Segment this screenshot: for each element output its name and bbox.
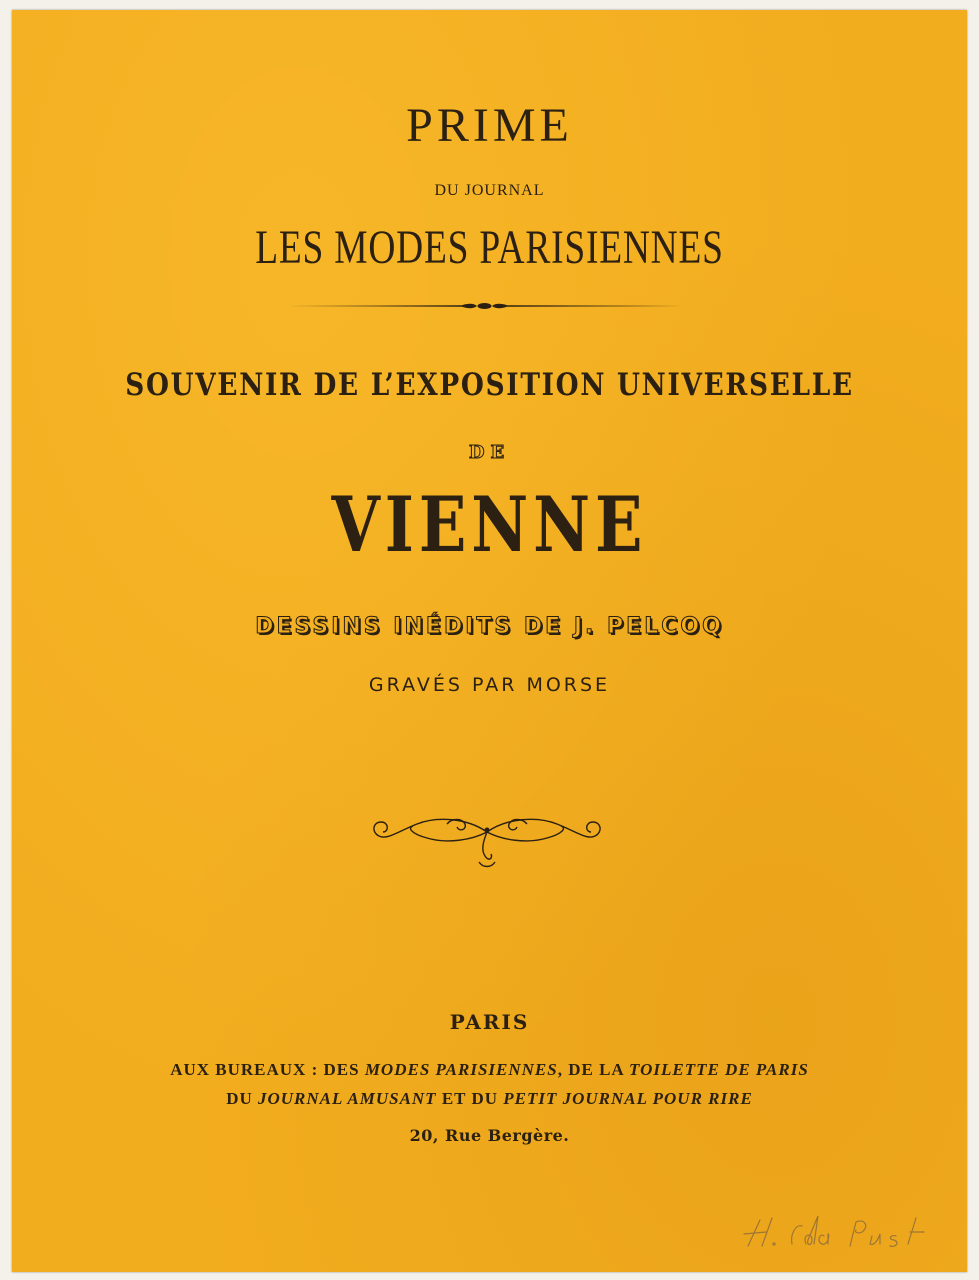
- de-text: DE: [468, 442, 511, 463]
- du-journal-text: DU JOURNAL: [434, 182, 545, 199]
- imprint-line-2-c: ET DU: [436, 1089, 504, 1108]
- cover-page: [12, 10, 967, 1272]
- imprint-line-2-d: PETIT JOURNAL POUR RIRE: [503, 1089, 753, 1108]
- imprint-line-1-d: TOILETTE DE PARIS: [629, 1060, 809, 1079]
- graves-line: GRAVÉS PAR MORSE: [368, 674, 611, 696]
- imprint-address: 20, Rue Bergère.: [409, 1126, 570, 1145]
- imprint-line-2-b: JOURNAL AMUSANT: [258, 1089, 437, 1108]
- imprint-line-1-a: AUX BUREAUX : DES: [170, 1060, 365, 1079]
- imprint-line-1: [12, 1060, 967, 1080]
- souvenir-heading: SOUVENIR DE L’EXPOSITION UNIVERSELLE: [125, 367, 854, 403]
- vienne-title: VIENNE: [331, 480, 648, 569]
- journal-title: LES MODES PARISIENNES: [255, 221, 724, 274]
- dessins-line: DESSINS INÉDITS DE J. PELCOQ: [255, 614, 724, 639]
- imprint-line-2: [12, 1089, 967, 1109]
- imprint-line-1-c: , DE LA: [557, 1060, 629, 1079]
- scroll-ornament: [367, 810, 607, 880]
- handwritten-signature: [740, 1210, 940, 1254]
- prime-heading: PRIME: [406, 99, 573, 152]
- imprint-line-2-a: DU: [226, 1089, 258, 1108]
- decorative-rule: [287, 302, 682, 310]
- imprint-city: PARIS: [449, 1010, 530, 1034]
- imprint-line-1-b: MODES PARISIENNES: [364, 1060, 558, 1079]
